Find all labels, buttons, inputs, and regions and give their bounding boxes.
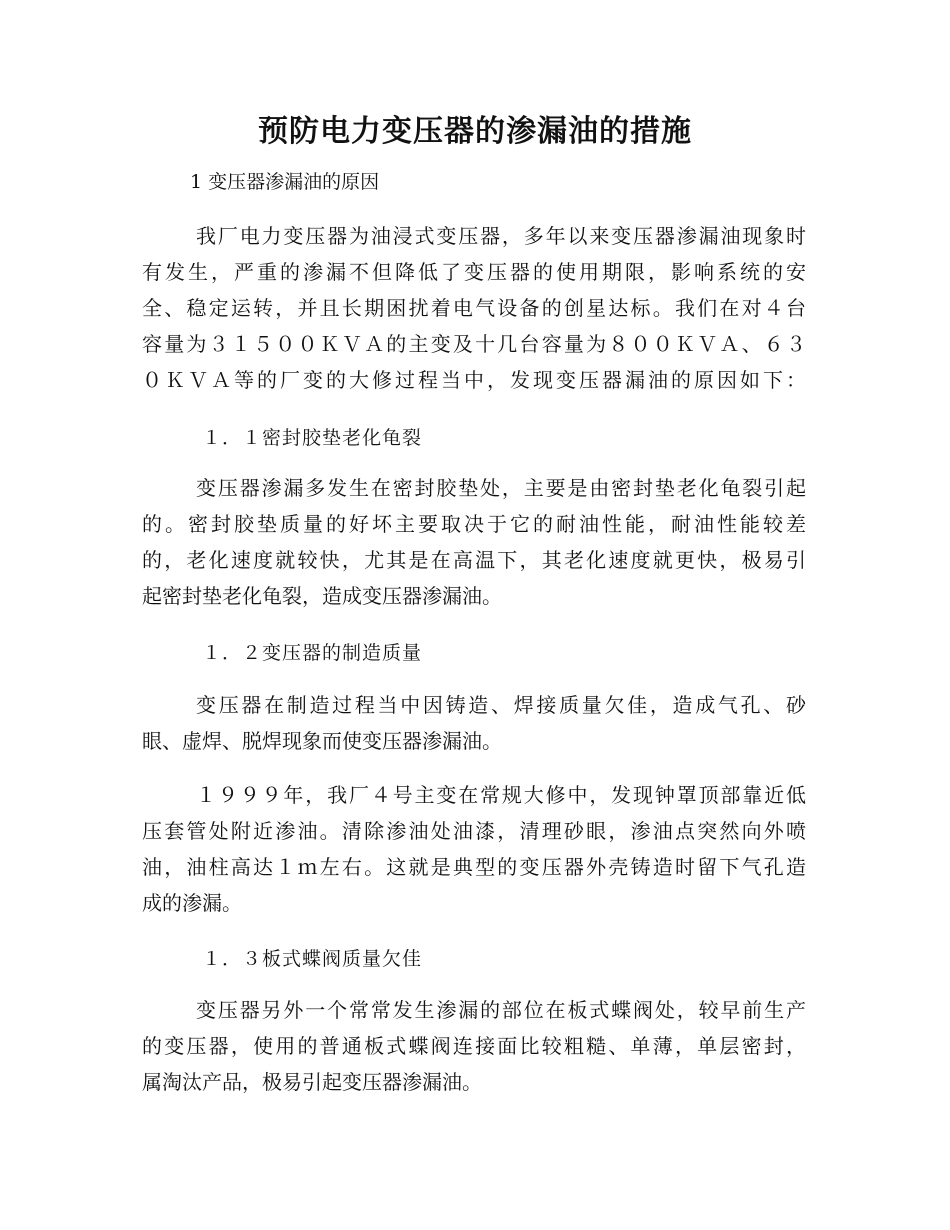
paragraph-1999-case [142,777,832,921]
subsection-heading-1-1: １．１密封胶垫老化龟裂 [202,427,423,449]
text-line: 眼、虚焊、脱焊现象而使变压器渗漏油。 [142,729,502,753]
text-line: 成的渗漏。 [142,891,242,915]
text-line: 有发生，严重的渗漏不但降低了变压器的使用期限，影响系统的安 [142,260,806,284]
text-line: 全、稳定运转，并且长期困扰着电气设备的创星达标。我们在对４台 [142,296,806,320]
text-line: 的，老化速度就较快，尤其是在高温下，其老化速度就更快，极易引 [142,548,806,572]
subsection-heading-1-2: １．２变压器的制造质量 [202,642,423,664]
text-line: 变压器另外一个常常发生渗漏的部位在板式蝶阀处，较早前生产 [196,998,806,1022]
text-line: ０ＫＶＡ等的厂变的大修过程当中，发现变压器漏油的原因如下： [142,368,806,392]
paragraph-intro [142,218,832,398]
section-heading-1: 1 变压器渗漏油的原因 [190,171,380,193]
document-title: 预防电力变压器的渗漏油的措施 [258,114,692,149]
paragraph-seal-aging [142,470,832,614]
text-line: 的变压器，使用的普通板式蝶阀连接面比较粗糙、单薄，单层密封， [142,1034,806,1058]
text-line: 油，油柱高达１ｍ左右。这就是典型的变压器外壳铸造时留下气孔造 [142,855,806,879]
text-line: 的。密封胶垫质量的好坏主要取决于它的耐油性能，耐油性能较差 [142,512,806,536]
paragraph-manufacturing [142,687,832,759]
text-line: 变压器渗漏多发生在密封胶垫处，主要是由密封垫老化龟裂引起 [196,476,806,500]
subsection-heading-1-3: １．３板式蝶阀质量欠佳 [202,948,423,970]
text-line: 压套管处附近渗油。清除渗油处油漆，清理砂眼，渗油点突然向外喷 [142,819,806,843]
text-line: 起密封垫老化龟裂，造成变压器渗漏油。 [142,584,502,608]
text-line: 我厂电力变压器为油浸式变压器，多年以来变压器渗漏油现象时 [196,224,806,248]
paragraph-butterfly-valve [142,992,832,1100]
text-line: １９９９年，我厂４号主变在常规大修中，发现钟罩顶部靠近低 [196,783,806,807]
text-line: 属淘汰产品，极易引起变压器渗漏油。 [142,1070,482,1094]
text-line: 变压器在制造过程当中因铸造、焊接质量欠佳，造成气孔、砂 [196,693,806,717]
text-line: 容量为３１５００ＫＶＡ的主变及十几台容量为８００ＫＶＡ、６３ [142,332,806,356]
